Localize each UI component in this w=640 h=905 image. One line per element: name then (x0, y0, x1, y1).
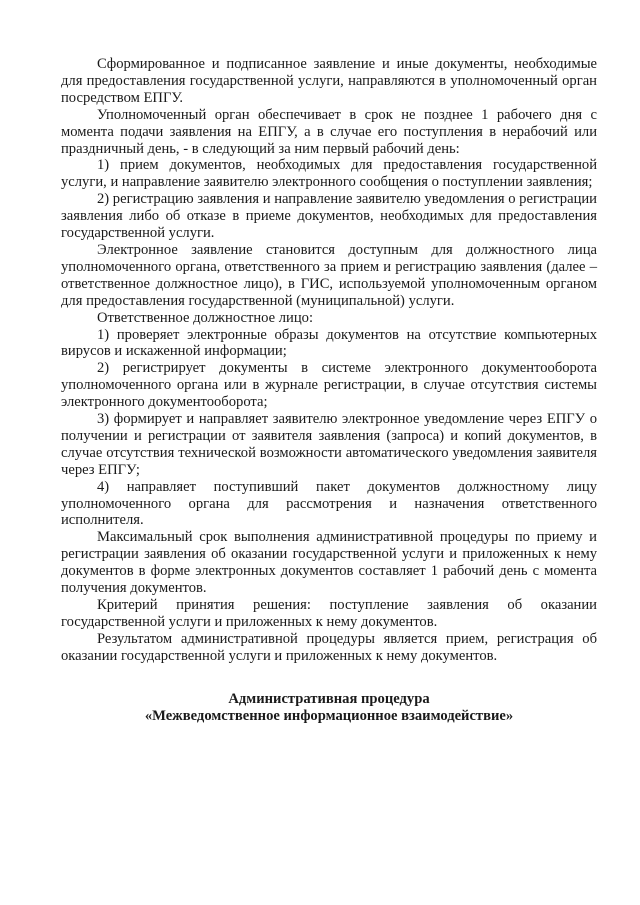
paragraph-official-item-3: 3) формирует и направляет заявителю электронное уведомление через ЕПГУ о получении и регистрации от заявителя заявления (запроса) и копий документов, в случае отсутствия технической возможности автоматического уведомления заявителя через ЕПГУ; (61, 411, 597, 478)
section-heading (61, 691, 597, 725)
section-heading-line-2: «Межведомственное информационное взаимодействие» (144, 707, 514, 724)
paragraph-item-2-registration: 2) регистрацию заявления и направление заявителю уведомления о регистрации заявления либо об отказе в приеме документов, необходимых для предоставления государственной услуги. (61, 191, 597, 242)
section-heading-line-1: Административная процедура (228, 690, 430, 707)
document-page (61, 56, 597, 725)
paragraph-result: Результатом административной процедуры является прием, регистрация об оказании государственной услуги и приложенных к нему документов. (61, 630, 597, 664)
paragraph-max-term: Максимальный срок выполнения административной процедуры по приему и регистрации заявления об оказании государственной услуги и приложенных к нему документов в форме электронных документов составляет 1 рабочий день с момента получения документов. (61, 529, 597, 597)
paragraph-submission: Сформированное и подписанное заявление и иные документы, необходимые для предоставления государственной услуги, направляются в уполномоченный орган посредством ЕПГУ. (61, 56, 597, 106)
paragraph-responsible-official: Ответственное должностное лицо: (97, 309, 313, 326)
paragraph-official-item-2: 2) регистрирует документы в системе электронного документооборота уполномоченного органа или в журнале регистрации, в случае отсутствия системы электронного документооборота; (61, 360, 597, 411)
paragraph-authority-obligation: Уполномоченный орган обеспечивает в срок не позднее 1 рабочего дня с момента подачи заявления на ЕПГУ, а в случае его поступления в нерабочий или праздничный день, - в следующий за ним первый рабочий день: (61, 106, 597, 157)
paragraph-electronic-application: Электронное заявление становится доступным для должностного лица уполномоченного органа, ответственного за прием и регистрацию заявления (далее – ответственное должностное лицо), в ГИС, используемой уполномоченным органом для предоставления государственной (муниципальной) услуги. (61, 241, 597, 309)
paragraph-official-item-1: 1) проверяет электронные образы документов на отсутствие компьютерных вирусов и искаженной информации; (61, 326, 597, 360)
paragraph-official-item-4: 4) направляет поступивший пакет документов должностному лицу уполномоченного органа для рассмотрения и назначения ответственного исполнителя. (61, 478, 597, 529)
paragraph-item-1-acceptance: 1) прием документов, необходимых для предоставления государственной услуги, и направление заявителю электронного сообщения о поступлении заявления; (61, 157, 597, 191)
paragraph-decision-criterion: Критерий принятия решения: поступление заявления об оказании государственной услуги и приложенных к нему документов. (61, 597, 597, 630)
